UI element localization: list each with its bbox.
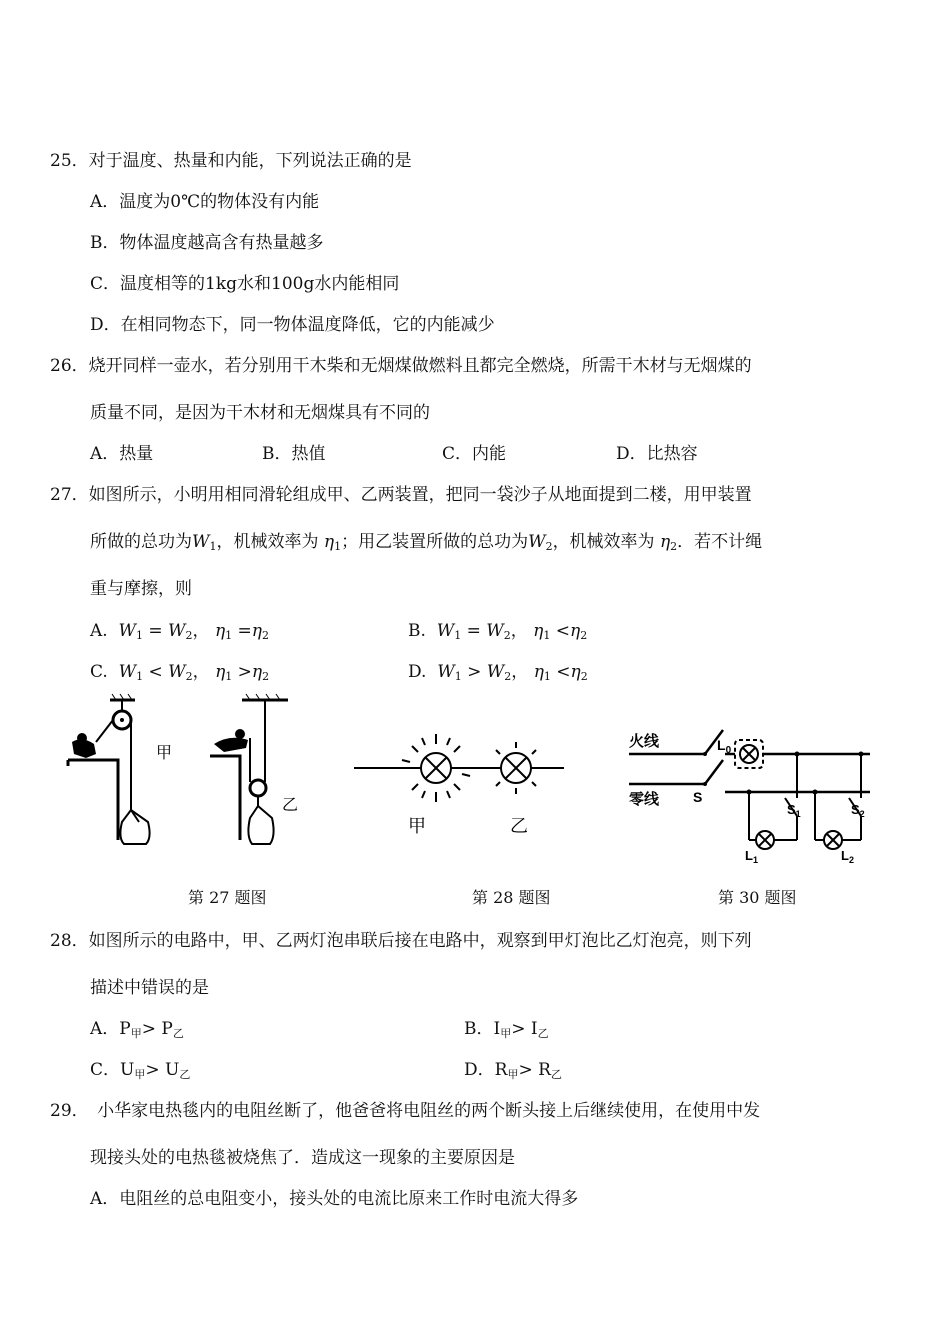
q25-option-a: A．温度为0℃的物体没有内能: [90, 192, 320, 212]
q27-stem-line3: 重与摩擦，则: [90, 579, 192, 599]
l2-label: $L_2$: [841, 848, 854, 865]
floor-jia: [68, 760, 118, 840]
live-wire-label: 火线: [629, 733, 660, 750]
s2-label: $S_2$: [851, 802, 865, 819]
s1-label: $S_1$: [787, 802, 801, 819]
l1-label: $L_1$: [745, 848, 758, 865]
q28-stem-line1: 28．如图所示的电路中，甲、乙两灯泡串联后接在电路中，观察到甲灯泡比乙灯泡亮，则下列: [50, 931, 752, 951]
q29-stem-line2: 现接头处的电热毯被烧焦了．造成这一现象的主要原因是: [90, 1148, 515, 1168]
figure-28-series-bulbs: [350, 720, 570, 840]
q28-option-b: B．$I_甲> I_乙$: [464, 1019, 549, 1040]
q25-option-c: C．温度相等的1kg水和100g水内能相同: [90, 274, 400, 294]
sandbag-yi: [248, 806, 273, 844]
q26-option-b: B．热值: [262, 444, 326, 464]
q27-stem-line2: 所做的总功为$W_1$，机械效率为 $\eta_1$；用乙装置所做的总功为$W_2$，机械效率为 $\eta_2$．若不计绳: [90, 532, 763, 553]
figure-30-household-circuit: [625, 720, 875, 865]
movable-pulley-yi: [250, 780, 266, 796]
person-yi: [235, 729, 245, 739]
label-jia: 甲: [156, 743, 173, 762]
label-yi: 乙: [282, 795, 299, 814]
figure-27-pulleys: [60, 690, 310, 855]
figure-30-caption: 第 30 题图: [718, 888, 797, 907]
q27-option-c: C. $W_1 < W_2$， $\eta_1 >\eta_2$: [90, 662, 270, 683]
figure-28-caption: 第 28 题图: [472, 888, 551, 907]
q28-option-c: C．$U_甲> U_乙$: [90, 1060, 191, 1081]
q28-stem-line2: 描述中错误的是: [90, 978, 209, 998]
label-yi: 乙: [510, 816, 528, 837]
q28-option-d: D．$R_甲> R_乙$: [464, 1060, 562, 1081]
floor-yi: [210, 756, 240, 840]
q26-option-a: A．热量: [90, 444, 154, 464]
q29-stem-line1: 29． 小华家电热毯内的电阻丝断了，他爸爸将电阻丝的两个断头接上后继续使用，在使用中发: [50, 1101, 761, 1121]
q27-option-a: A. $W_1 = W_2$， $\eta_1 =\eta_2$: [90, 621, 269, 642]
q27-option-b: B. $W_1 = W_2$， $\eta_1 <\eta_2$: [408, 621, 588, 642]
figure-27-caption: 第 27 题图: [188, 888, 267, 907]
q27-option-d: D. $W_1 > W_2$， $\eta_1 <\eta_2$: [408, 662, 588, 683]
q27-stem-line1: 27．如图所示，小明用相同滑轮组成甲、乙两装置，把同一袋沙子从地面提到二楼，用甲装置: [50, 485, 752, 505]
neutral-wire-label: 零线: [629, 791, 660, 808]
main-switch-label: S: [693, 789, 703, 805]
q29-option-a: A．电阻丝的总电阻变小，接头处的电流比原来工作时电流大得多: [90, 1189, 579, 1209]
l0-label: $L_0$: [717, 737, 732, 756]
q26-option-c: C．内能: [442, 444, 507, 464]
q26-option-d: D．比热容: [616, 444, 698, 464]
q28-option-a: A．$P_甲> P_乙$: [90, 1019, 184, 1040]
q26-stem-line2: 质量不同，是因为干木材和无烟煤具有不同的: [90, 403, 430, 423]
label-jia: 甲: [408, 816, 426, 837]
q26-stem-line1: 26．烧开同样一壶水，若分别用干木柴和无烟煤做燃料且都完全燃烧，所需干木材与无烟煤的: [50, 356, 752, 376]
q25-option-d: D．在相同物态下，同一物体温度降低，它的内能减少: [90, 315, 495, 335]
q25-stem: 25．对于温度、热量和内能，下列说法正确的是: [50, 151, 412, 171]
q25-option-b: B．物体温度越高含有热量越多: [90, 233, 324, 253]
